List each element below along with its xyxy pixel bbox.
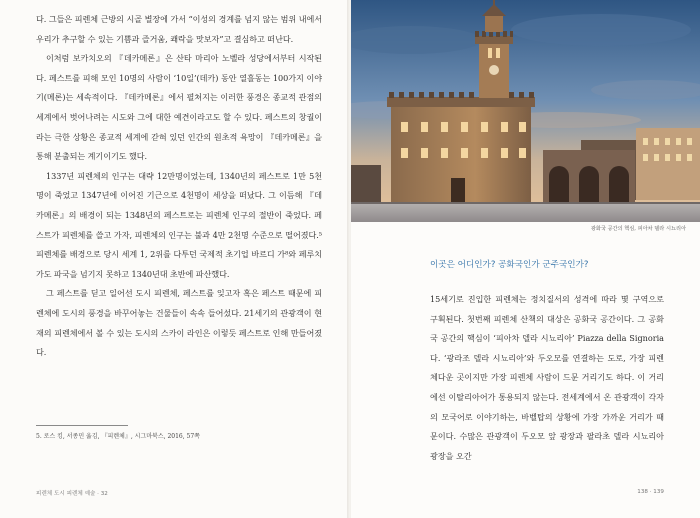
left-page [0, 0, 349, 518]
paragraph: 15세기로 진입한 피렌체는 정치질서의 성격에 따라 몇 구역으로 구획된다. 첫번째 피렌체 산책의 대상은 공화국 공간이다. 그 공화국 공간의 핵심이 ‘피아차 델라 시뇨리아’ Piazza della Signoria 다. ‘광라조 델라 시뇨리아’와 두오모를 연결하는 도로, 가장 피렌체다운 곳이지만 가장 피렌체 사람이 드문 거리기도 하다. 이 거리에선 이탈리아어가 통용되지 않는다. 전세계에서 온 관광객이 각자의 모국어로 이야기하는, 바벨탑의 상황에 가장 가까운 거리가 때문이다. 수많은 관광객이 두오모 앞 광장과 팔라초 델라 시뇨리아 광장을 오간 [430, 294, 664, 461]
footnote: 5. 로스 킹, 서종민 옮김, 『피렌체』, 시그마북스, 2016, 57쪽 [36, 433, 200, 440]
palazzo-vecchio-photo [351, 0, 700, 222]
paragraph: 다. 그들은 피렌체 근방의 시골 별장에 가서 “이성의 경계를 넘지 않는 범위 내에서 우리가 추구할 수 있는 기쁨과 즐거움, 쾌락을 맛보자”고 결심하고 떠난다. [36, 14, 322, 44]
paragraph: 그 페스트를 딛고 일어선 도시 피렌체, 페스트를 잊고자 혹은 페스트 때문에 피렌체에 도시의 풍경을 바꾸어놓는 건물들이 속속 들어섰다. 21세기의 관광객이 현재의 피렌체에서 볼 수 있는 도시의 스카이 라인은 이렇듯 페스트로 인해 만들어졌다. [36, 288, 322, 358]
right-body-text [430, 290, 664, 466]
section-heading: 이곳은 어디인가? 공화국인가 군주국인가? [430, 260, 589, 270]
page-folio-left: 피렌체 도시 피렌체 예술 · 32 [36, 491, 108, 497]
paragraph: 1337년 피렌체의 인구는 대략 12만명이었는데, 1340년의 페스트로 1만 5천명이 죽었고 1347년에 이어진 기근으로 4천명이 세상을 떠났다. 그 이듬해 『데카메론』의 배경이 되는 1348년의 페스트로는 피렌체 인구의 절반이 죽었다. 페스트가 피렌체를 쓸고 가자, 피렌체의 인구는 불과 4만 2천명 수준으로 떨어졌다.⁵ 피렌체를 배경으로 당시 세계 1, 2위를 다투던 국제적 초기업 바르디 가⁸와 페루치 가도 파국을 넘기지 못하고 1340년대 초반에 파산했다. [36, 170, 322, 279]
paragraph: 이처럼 보카치오의 『데카메론』은 산타 마리아 노벨라 성당에서부터 시작된다. 페스트를 피해 모인 10명의 사람이 ‘10일’(데카) 동안 열흘동는 100가지 이야기(메론)는 세속적이다. 『데카메론』에서 펼쳐지는 이러한 풍경은 종교적 관점의 세계에서 벗어나려는 시도와 그에 대한 예견이라고도 할 수 있다. 페스트의 창궐이라는 극한 상황은 종교적 세계에 갇혀 있던 인간의 원초적 욕망이 『데카메론』을 통해 분출되는 계기이기도 했다. [36, 53, 322, 162]
page-folio-right: 138 · 139 [637, 489, 664, 495]
photo-caption: 광화국 공간의 핵심, 피아차 델라 시뇨리아 [590, 226, 686, 232]
left-body-text [36, 10, 322, 363]
footnote-divider [36, 425, 128, 426]
